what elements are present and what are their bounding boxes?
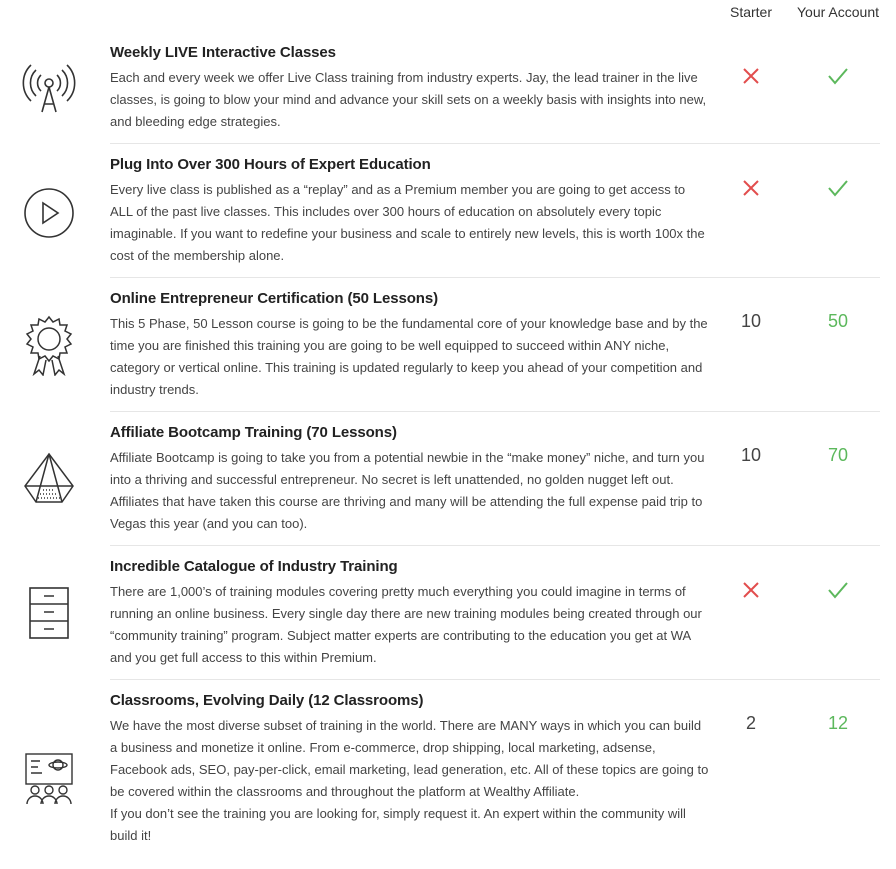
- row-divider: [110, 411, 880, 412]
- row-title: Incredible Catalogue of Industry Training: [110, 558, 398, 575]
- row-title: Plug Into Over 300 Hours of Expert Education: [110, 156, 431, 173]
- check-icon: [805, 66, 871, 91]
- cross-icon: [720, 580, 782, 605]
- row-title: Online Entrepreneur Certification (50 Lessons): [110, 290, 438, 307]
- row-title: Classrooms, Evolving Daily (12 Classrooms): [110, 692, 424, 709]
- column-header-starter: Starter: [729, 4, 772, 20]
- row-title: Affiliate Bootcamp Training (70 Lessons): [110, 424, 397, 441]
- row-description: Affiliate Bootcamp is going to take you from a potential newbie in the “make money” niche, and turn you into a thriving and successful entrepreneur. No secret is left unattended, no golden nugget left out. Affiliates that have taken this course are thriving and many will be attending the full expense paid trip to Vegas this year (and you can too).: [110, 450, 705, 531]
- play-circle-icon: [18, 182, 80, 244]
- check-icon: [805, 580, 871, 605]
- starter-value: 2: [745, 713, 756, 733]
- row-description: We have the most diverse subset of training in the world. There are MANY ways in which you can build a business and monetize it online. From e-commerce, drop shipping, local marketing, adsense, Facebook ads, SEO, pay-per-click, email marketing, lead generation, etc. All of these topics are going to be covered within the classrooms and throughout the platform at Wealthy Affiliate.: [110, 718, 709, 799]
- row-title: Weekly LIVE Interactive Classes: [110, 44, 336, 61]
- cross-icon: [720, 178, 782, 203]
- award-badge-icon: [18, 314, 80, 376]
- diamond-icon: [18, 448, 80, 510]
- row-description-note: If you don’t see the training you are looking for, simply request it. An expert within the community will build it!: [110, 806, 686, 843]
- row-divider: [110, 545, 880, 546]
- account-value: 50: [827, 311, 849, 331]
- row-description: This 5 Phase, 50 Lesson course is going to be the fundamental core of your knowledge base and by the time you are finished this training you are going to be well equipped to succeed within ANY niche, category or vertical online. This training is updated regularly to keep you ahead of your competition and industry trends.: [110, 316, 708, 397]
- account-value: 70: [827, 445, 849, 465]
- check-icon: [805, 178, 871, 203]
- broadcast-antenna-icon: [18, 52, 80, 114]
- classroom-presentation-icon: [18, 750, 80, 812]
- row-description: Every live class is published as a “replay” and as a Premium member you are going to get access to ALL of the past live classes. This includes over 300 hours of education on absolutely every topic imaginable. If you want to redefine your business and scale to entirely new levels, this is worth 100x the cost of the membership alone.: [110, 182, 705, 263]
- cross-icon: [720, 66, 782, 91]
- file-cabinet-icon: [18, 582, 80, 644]
- row-description: Each and every week we offer Live Class training from industry experts. Jay, the lead trainer in the live classes, is going to blow your mind and advance your skill sets on a weekly basis with insights into new, and bleeding edge strategies.: [110, 70, 707, 129]
- row-divider: [110, 143, 880, 144]
- column-header-your-account: Your Account: [797, 4, 879, 20]
- row-divider: [110, 277, 880, 278]
- starter-value: 10: [740, 311, 762, 331]
- row-description: There are 1,000’s of training modules covering pretty much everything you could imagine in terms of running an online business. Every single day there are new training modules being created through our “community training” program. Subject matter experts are contributing to the education you get at WA and you get full access to this within Premium.: [110, 584, 702, 665]
- starter-value: 10: [740, 445, 762, 465]
- account-value: 12: [827, 713, 849, 733]
- row-divider: [110, 679, 880, 680]
